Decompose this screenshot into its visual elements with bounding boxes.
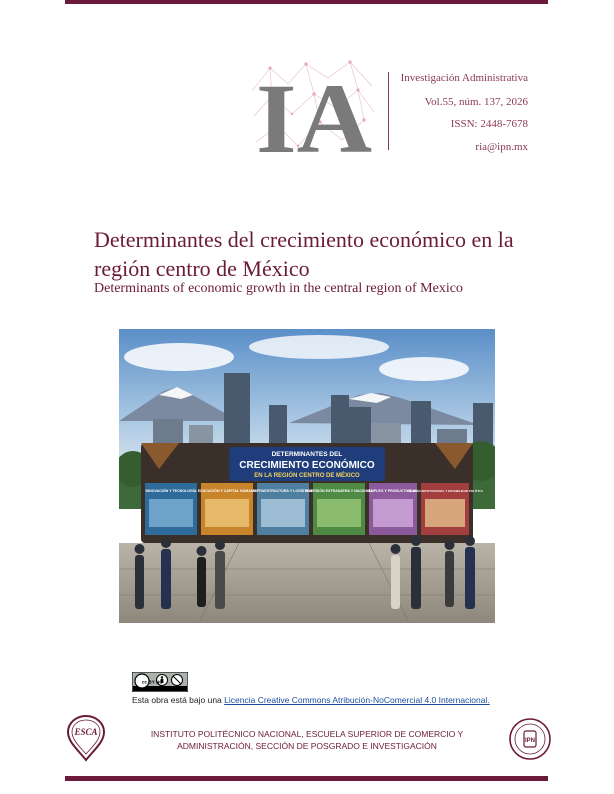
panel-label-3: INFRAESTRUCTURA Y LOGÍSTICA	[253, 489, 313, 493]
banner-line-1: DETERMINANTES DEL	[271, 451, 343, 458]
journal-issn: ISSN: 2448-7678	[450, 118, 528, 130]
plaza	[119, 543, 495, 623]
masthead-divider	[388, 72, 389, 150]
institution-line-1: INSTITUTO POLITÉCNICO NACIONAL, ESCUELA SUPERIOR DE COMERCIO Y	[150, 729, 464, 739]
panel-label-4: INVERSIÓN EXTRANJERA Y NACIONAL	[304, 489, 374, 493]
bottom-rule	[65, 776, 548, 781]
esca-seal-text: ESCA	[74, 727, 98, 737]
panel-label-1: INNOVACIÓN Y TECNOLOGÍA	[145, 489, 197, 493]
article-title-english: Determinants of economic growth in the central region of Mexico	[94, 281, 463, 296]
journal-logo	[248, 56, 378, 156]
article-title-spanish: Determinantes del crecimiento económico en la región centro de México	[94, 227, 514, 281]
license-prefix: Esta obra está bajo una	[132, 695, 225, 705]
journal-name: Investigación Administrativa	[400, 72, 528, 84]
logo-text: IA	[256, 63, 372, 156]
license-notice	[132, 695, 492, 706]
ipn-seal	[509, 718, 551, 760]
esca-seal	[66, 714, 106, 762]
panel-label-2: EDUCACIÓN Y CAPITAL HUMANO	[197, 489, 257, 493]
cc-license-badge[interactable]	[132, 672, 188, 692]
billboard-panels	[145, 483, 484, 535]
banner-line-3: EN LA REGIÓN CENTRO DE MÉXICO	[254, 473, 360, 479]
institution-name	[128, 728, 486, 752]
top-rule	[65, 0, 548, 4]
panel-label-5: EMPLEO Y PRODUCTIVIDAD	[368, 489, 418, 493]
ipn-seal-text: IPN	[524, 738, 536, 744]
journal-volume: Vol.55, núm. 137, 2026	[424, 96, 528, 108]
license-link[interactable]: Licencia Creative Commons Atribución-NoComercial 4.0 Internacional.	[224, 695, 490, 705]
cc-badge-text: cc BY NC	[142, 679, 163, 685]
banner-line-2: CRECIMIENTO ECONÓMICO	[239, 460, 375, 471]
cover-illustration	[119, 329, 495, 623]
journal-email: ria@ipn.mx	[475, 141, 528, 153]
panel-label-6: CALIDAD INSTITUCIONAL Y ESTABILIDAD POLÍTICA	[407, 489, 483, 493]
institution-line-2: ADMINISTRACIÓN, SECCIÓN DE POSGRADO E INVESTIGACIÓN	[177, 741, 437, 751]
